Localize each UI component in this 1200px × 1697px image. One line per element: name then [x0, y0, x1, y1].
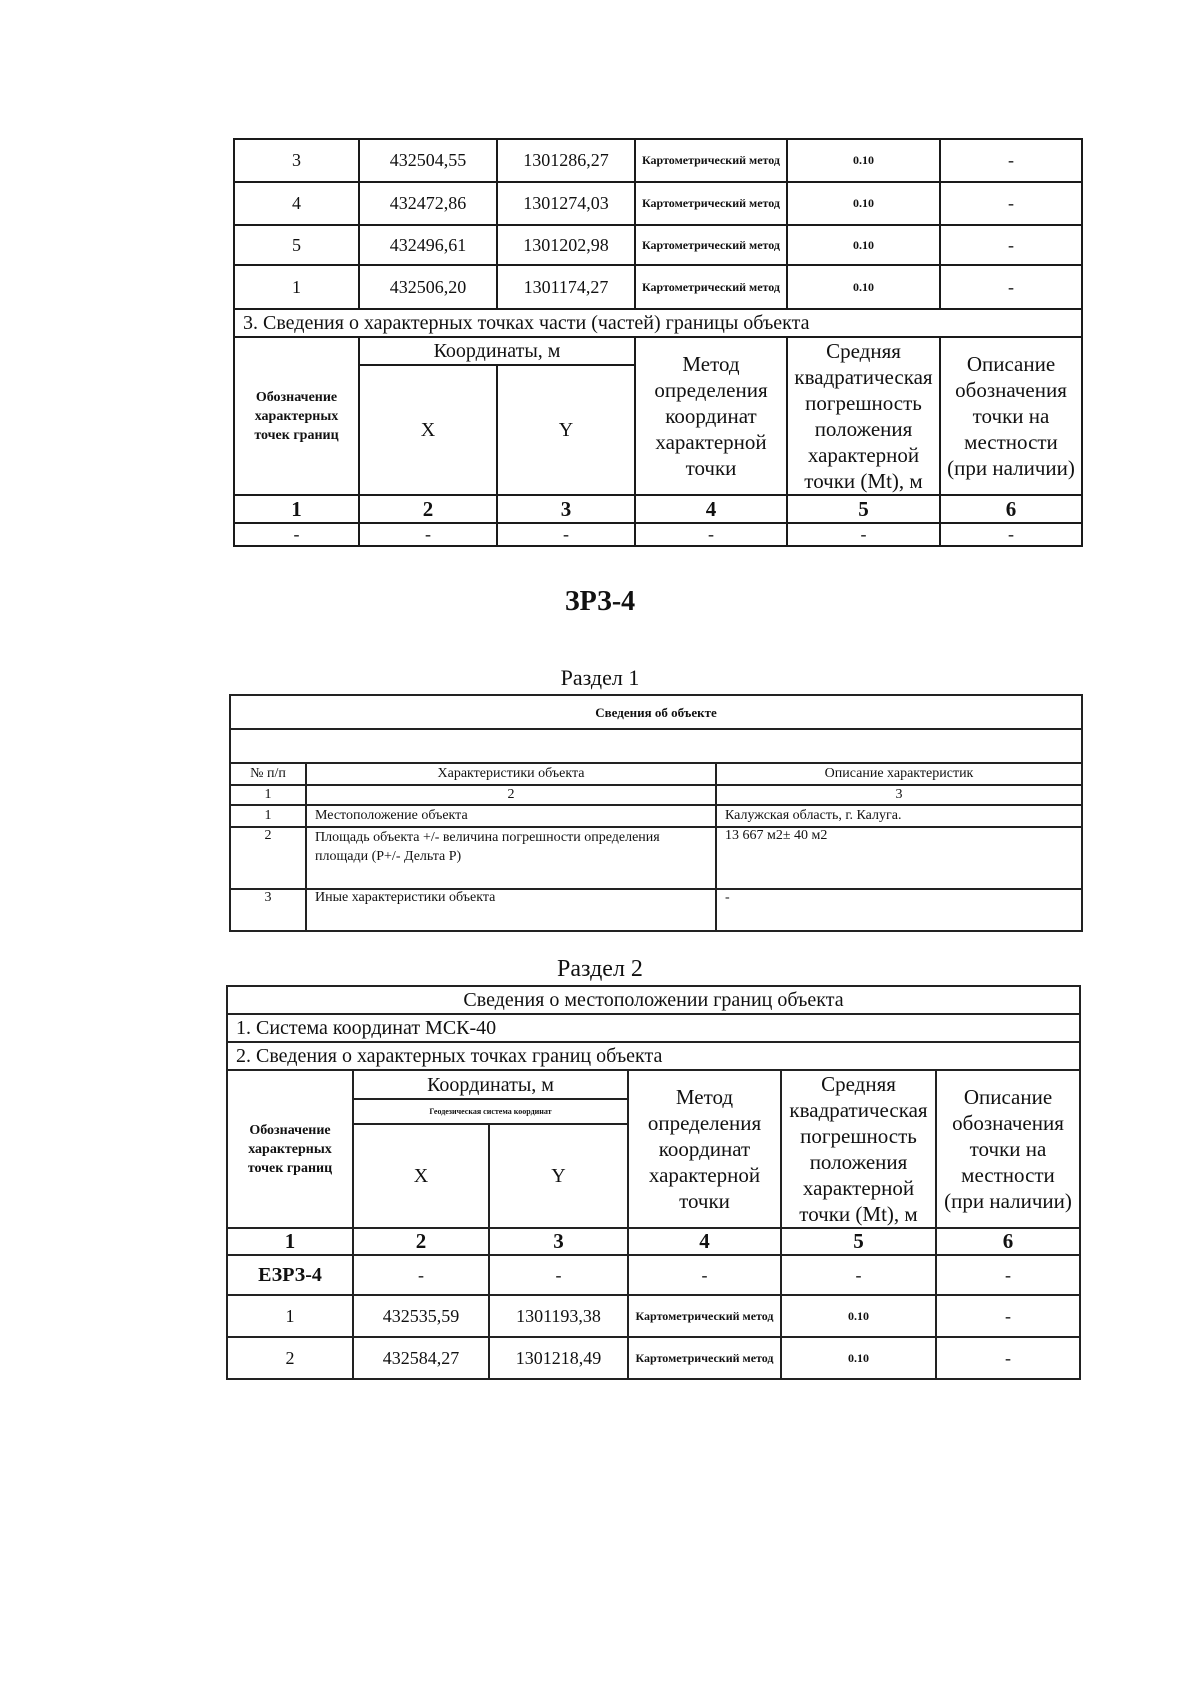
col-number: 4 — [635, 495, 787, 523]
point-cell: 5 — [234, 225, 359, 265]
object-info-table — [229, 694, 1083, 932]
point-label-header: Обозначение характерных точек границ — [234, 337, 359, 495]
char-cell: Местоположение объекта — [306, 805, 716, 827]
accuracy-cell: 0.10 — [787, 225, 940, 265]
contour-row — [227, 1255, 1080, 1295]
desc-cell: - — [940, 225, 1082, 265]
accuracy-header: Средняя квадратическая погрешность положения характерной точки (Mt), м — [781, 1070, 936, 1228]
x-header: X — [359, 365, 497, 495]
table-row — [234, 139, 1082, 182]
col-number: 1 — [234, 495, 359, 523]
char-cell: Площадь объекта +/- величина погрешности определения площади (Р+/- Дельта Р) — [306, 827, 716, 889]
empty-cell: - — [628, 1255, 781, 1295]
col-number: 4 — [628, 1228, 781, 1255]
point-cell: 2 — [227, 1337, 353, 1379]
header-row — [234, 337, 1082, 365]
accuracy-header: Средняя квадратическая погрешность положения характерной точки (Mt), м — [787, 337, 940, 495]
section1-table-title: Сведения об объекте — [230, 695, 1082, 729]
desc-cell: - — [716, 889, 1082, 931]
section-title-row — [234, 309, 1082, 337]
col-number-row — [227, 1228, 1080, 1255]
col-number: 6 — [940, 495, 1082, 523]
y-header: Y — [497, 365, 635, 495]
header-row — [230, 763, 1082, 785]
desc-cell: - — [936, 1295, 1080, 1337]
section2-title: Раздел 2 — [557, 956, 643, 982]
empty-cell: - — [489, 1255, 628, 1295]
y-cell: 1301174,27 — [497, 265, 635, 309]
points-title: 2. Сведения о характерных точках границ объекта — [227, 1042, 1080, 1070]
zone-title: ЗРЗ-4 — [564, 586, 636, 617]
method-header: Метод определения координат характерной точки — [628, 1070, 781, 1228]
desc-cell: - — [940, 182, 1082, 225]
table-row — [234, 265, 1082, 309]
row-number: 2 — [230, 827, 306, 889]
empty-row — [234, 523, 1082, 546]
point-cell: 3 — [234, 139, 359, 182]
point-cell: 1 — [234, 265, 359, 309]
desc-header: Описание обозначения точки на местности (при наличии) — [940, 337, 1082, 495]
x-cell: 432496,61 — [359, 225, 497, 265]
x-cell: 432506,20 — [359, 265, 497, 309]
accuracy-cell: 0.10 — [787, 265, 940, 309]
desc-cell: - — [940, 265, 1082, 309]
method-cell: Картометрический метод — [635, 139, 787, 182]
desc-cell: - — [940, 139, 1082, 182]
accuracy-cell: 0.10 — [781, 1337, 936, 1379]
table-title-row — [230, 695, 1082, 729]
geodetic-system-header: Геодезическая система координат — [353, 1099, 628, 1124]
table-row — [230, 805, 1082, 827]
table-row — [227, 1295, 1080, 1337]
method-cell: Картометрический метод — [635, 182, 787, 225]
desc-header: Описание характеристик — [716, 763, 1082, 785]
table-row — [234, 182, 1082, 225]
col-number: 2 — [306, 785, 716, 805]
col-number: 2 — [353, 1228, 489, 1255]
y-cell: 1301202,98 — [497, 225, 635, 265]
header-row — [227, 1070, 1080, 1099]
col-number: 5 — [781, 1228, 936, 1255]
method-header: Метод определения координат характерной точки — [635, 337, 787, 495]
empty-cell: - — [234, 523, 359, 546]
desc-header: Описание обозначения точки на местности (при наличии) — [936, 1070, 1080, 1228]
coords-header: Координаты, м — [353, 1070, 628, 1099]
table-row — [230, 889, 1082, 931]
table-title-row — [227, 986, 1080, 1014]
no-header: № п/п — [230, 763, 306, 785]
desc-cell: 13 667 м2± 40 м2 — [716, 827, 1082, 889]
col-number: 3 — [497, 495, 635, 523]
points-title-row — [227, 1042, 1080, 1070]
desc-cell: Калужская область, г. Калуга. — [716, 805, 1082, 827]
method-cell: Картометрический метод — [628, 1295, 781, 1337]
x-cell: 432472,86 — [359, 182, 497, 225]
col-number: 1 — [227, 1228, 353, 1255]
col-number: 3 — [489, 1228, 628, 1255]
col-number-row — [234, 495, 1082, 523]
coord-system-row — [227, 1014, 1080, 1042]
point-label-header: Обозначение характерных точек границ — [227, 1070, 353, 1228]
y-cell: 1301218,49 — [489, 1337, 628, 1379]
desc-cell: - — [936, 1337, 1080, 1379]
char-header: Характеристики объекта — [306, 763, 716, 785]
empty-cell: - — [635, 523, 787, 546]
col-number: 5 — [787, 495, 940, 523]
col-number: 1 — [230, 785, 306, 805]
table-row — [230, 827, 1082, 889]
x-header: X — [353, 1124, 489, 1228]
row-number: 3 — [230, 889, 306, 931]
accuracy-cell: 0.10 — [787, 139, 940, 182]
table-row — [234, 225, 1082, 265]
empty-cell: - — [936, 1255, 1080, 1295]
empty-cell: - — [940, 523, 1082, 546]
x-cell: 432584,27 — [353, 1337, 489, 1379]
coords-header: Координаты, м — [359, 337, 635, 365]
empty-cell: - — [497, 523, 635, 546]
empty-cell: - — [781, 1255, 936, 1295]
section2-table-title: Сведения о местоположении границ объекта — [227, 986, 1080, 1014]
col-number: 3 — [716, 785, 1082, 805]
accuracy-cell: 0.10 — [781, 1295, 936, 1337]
method-cell: Картометрический метод — [635, 265, 787, 309]
col-number: 2 — [359, 495, 497, 523]
top-coordinates-table — [233, 138, 1083, 547]
y-header: Y — [489, 1124, 628, 1228]
coord-system: 1. Система координат МСК-40 — [227, 1014, 1080, 1042]
x-cell: 432504,55 — [359, 139, 497, 182]
row-number: 1 — [230, 805, 306, 827]
contour-label: ЕЗРЗ-4 — [227, 1255, 353, 1295]
point-cell: 1 — [227, 1295, 353, 1337]
section3-title: 3. Сведения о характерных точках части (частей) границы объекта — [234, 309, 1082, 337]
col-number-row — [230, 785, 1082, 805]
empty-cell: - — [359, 523, 497, 546]
method-cell: Картометрический метод — [635, 225, 787, 265]
x-cell: 432535,59 — [353, 1295, 489, 1337]
boundary-points-table — [226, 985, 1081, 1380]
empty-cell: - — [787, 523, 940, 546]
method-cell: Картометрический метод — [628, 1337, 781, 1379]
point-cell: 4 — [234, 182, 359, 225]
char-cell: Иные характеристики объекта — [306, 889, 716, 931]
y-cell: 1301274,03 — [497, 182, 635, 225]
empty-cell: - — [353, 1255, 489, 1295]
y-cell: 1301193,38 — [489, 1295, 628, 1337]
col-number: 6 — [936, 1228, 1080, 1255]
empty-cell — [230, 729, 1082, 763]
spacer-row — [230, 729, 1082, 763]
y-cell: 1301286,27 — [497, 139, 635, 182]
section1-title: Раздел 1 — [560, 665, 640, 690]
accuracy-cell: 0.10 — [787, 182, 940, 225]
table-row — [227, 1337, 1080, 1379]
